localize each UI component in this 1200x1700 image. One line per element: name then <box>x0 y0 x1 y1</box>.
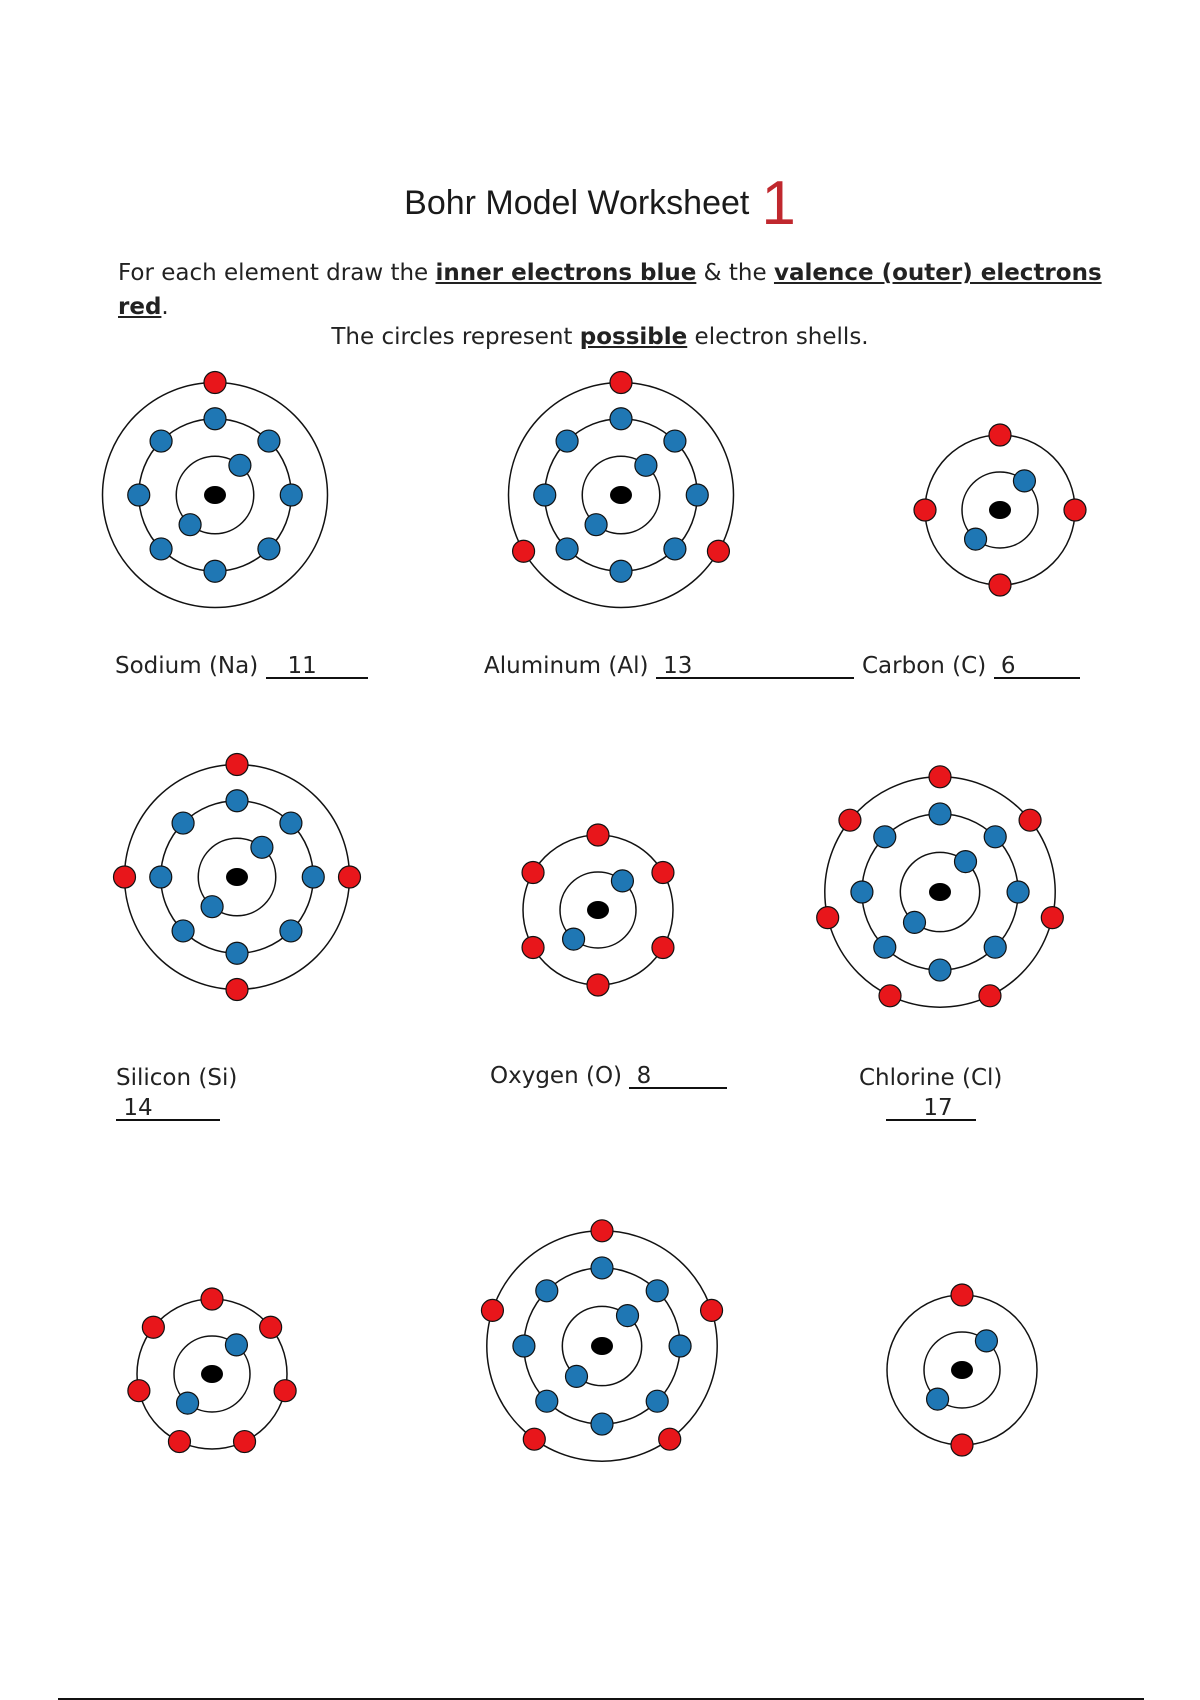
inner-electron <box>610 560 632 582</box>
element-label-aluminum: Aluminum (Al) 13 <box>484 653 854 679</box>
instr2-pre: The circles represent <box>331 324 580 350</box>
valence-electron <box>226 754 248 776</box>
valence-electron <box>701 1299 723 1321</box>
inner-electron <box>172 812 194 834</box>
nucleus <box>201 1365 223 1383</box>
atom-diagram <box>90 370 340 620</box>
valence-electron <box>201 1288 223 1310</box>
answer-blank[interactable]: 14 <box>116 1097 220 1121</box>
nucleus <box>204 486 226 504</box>
inner-electron <box>150 538 172 560</box>
inner-electron <box>927 1388 949 1410</box>
nucleus <box>591 1337 613 1355</box>
valence-electron <box>591 1220 613 1242</box>
inner-electron <box>172 920 194 942</box>
valence-electron <box>114 866 136 888</box>
inner-electron <box>150 866 172 888</box>
answer-blank[interactable]: 6 <box>994 655 1080 679</box>
inner-electron <box>556 538 578 560</box>
valence-electron <box>707 540 729 562</box>
inner-electron <box>984 936 1006 958</box>
valence-electron <box>1041 907 1063 929</box>
inner-electron <box>664 538 686 560</box>
valence-electron <box>817 907 839 929</box>
valence-electron <box>522 862 544 884</box>
nucleus <box>226 868 248 886</box>
inner-electron <box>965 528 987 550</box>
valence-electron <box>610 372 632 394</box>
inner-electron <box>903 911 925 933</box>
worksheet-number: 1 <box>761 169 796 238</box>
inner-electron <box>226 942 248 964</box>
inner-electron <box>536 1280 558 1302</box>
valence-electron <box>652 862 674 884</box>
inner-electron <box>513 1335 535 1357</box>
inner-electron <box>610 408 632 430</box>
inner-electron <box>984 826 1006 848</box>
valence-electron <box>168 1431 190 1453</box>
inner-electron <box>280 812 302 834</box>
atom-diagram <box>112 1274 312 1474</box>
answer-blank[interactable]: 8 <box>629 1065 727 1089</box>
inner-electron <box>955 851 977 873</box>
inner-electron <box>536 1390 558 1412</box>
inner-electron <box>280 484 302 506</box>
inner-electron <box>929 803 951 825</box>
element-label-sodium: Sodium (Na) 11 <box>115 653 368 679</box>
answer-blank[interactable]: 11 <box>266 655 368 679</box>
inner-electron <box>177 1392 199 1414</box>
inner-electron <box>201 896 223 918</box>
nucleus <box>951 1361 973 1379</box>
inner-electron <box>258 430 280 452</box>
valence-electron <box>128 1380 150 1402</box>
worksheet-title <box>0 168 1200 239</box>
inner-electron <box>874 936 896 958</box>
valence-electron <box>142 1316 164 1338</box>
valence-electron <box>481 1299 503 1321</box>
valence-electron <box>339 866 361 888</box>
valence-electron <box>226 979 248 1001</box>
atom-diagram <box>496 370 746 620</box>
nucleus <box>587 901 609 919</box>
inner-electron <box>851 881 873 903</box>
element-label-oxygen: Oxygen (O) 8 <box>490 1063 727 1089</box>
valence-electron <box>234 1431 256 1453</box>
inner-electron <box>591 1413 613 1435</box>
atom-diagram <box>498 810 698 1010</box>
nucleus <box>989 501 1011 519</box>
inner-electron <box>251 836 273 858</box>
inner-electron <box>128 484 150 506</box>
nucleus <box>610 486 632 504</box>
inner-electron <box>975 1330 997 1352</box>
inner-electron <box>585 514 607 536</box>
inner-electron <box>226 790 248 812</box>
atom-diagram <box>900 410 1100 610</box>
inner-electron <box>664 430 686 452</box>
valence-electron <box>587 824 609 846</box>
instr2-bold: possible <box>579 324 688 350</box>
instructions <box>118 256 1118 324</box>
inner-electron <box>646 1390 668 1412</box>
valence-electron <box>587 974 609 996</box>
valence-electron <box>1019 809 1041 831</box>
valence-electron <box>1064 499 1086 521</box>
valence-electron <box>989 574 1011 596</box>
valence-electron <box>979 985 1001 1007</box>
inner-electron <box>204 408 226 430</box>
atom-diagram <box>112 752 362 1002</box>
instructions-line2 <box>0 324 1200 350</box>
valence-electron <box>513 540 535 562</box>
atom-diagram <box>812 764 1068 1020</box>
inner-electron <box>1013 470 1035 492</box>
valence-electron <box>951 1434 973 1456</box>
inner-electron <box>565 1365 587 1387</box>
inner-electron <box>280 920 302 942</box>
inner-electron <box>563 928 585 950</box>
valence-electron <box>652 937 674 959</box>
instr-end: . <box>161 294 169 320</box>
inner-electron <box>611 870 633 892</box>
valence-electron <box>989 424 1011 446</box>
valence-electron <box>274 1380 296 1402</box>
inner-electron <box>150 430 172 452</box>
valence-electron <box>951 1284 973 1306</box>
answer-blank[interactable]: 17 <box>886 1097 976 1121</box>
inner-electron <box>556 430 578 452</box>
nucleus <box>929 883 951 901</box>
inner-electron <box>686 484 708 506</box>
inner-electron <box>534 484 556 506</box>
inner-electron <box>302 866 324 888</box>
instr2-post: electron shells. <box>687 324 869 350</box>
inner-electron <box>1007 881 1029 903</box>
instr-prefix: For each element draw the <box>118 260 436 286</box>
inner-electron <box>591 1257 613 1279</box>
valence-electron <box>879 985 901 1007</box>
inner-electron <box>874 826 896 848</box>
inner-electron <box>646 1280 668 1302</box>
valence-electron <box>523 1428 545 1450</box>
inner-electron <box>225 1334 247 1356</box>
element-label-carbon: Carbon (C) 6 <box>862 653 1080 679</box>
valence-electron <box>929 766 951 788</box>
valence-electron <box>839 809 861 831</box>
atom-diagram <box>862 1270 1062 1470</box>
element-label-silicon: Silicon (Si) 14 <box>116 1065 238 1121</box>
inner-electron <box>635 454 657 476</box>
valence-electron <box>204 372 226 394</box>
inner-electron <box>179 514 201 536</box>
inner-electron <box>929 959 951 981</box>
valence-electron <box>659 1428 681 1450</box>
title-text: Bohr Model Worksheet <box>404 184 750 222</box>
instr-valence: valence (outer) electrons red <box>118 260 1102 320</box>
inner-electron <box>258 538 280 560</box>
instr-middle: & the <box>696 260 774 286</box>
element-label-chlorine: Chlorine (Cl) 17 <box>859 1065 1003 1121</box>
instr-inner: inner electrons blue <box>435 260 697 286</box>
inner-electron <box>204 560 226 582</box>
valence-electron <box>914 499 936 521</box>
inner-electron <box>229 454 251 476</box>
valence-electron <box>260 1316 282 1338</box>
inner-electron <box>669 1335 691 1357</box>
inner-electron <box>617 1305 639 1327</box>
valence-electron <box>522 937 544 959</box>
answer-blank[interactable]: 13 <box>656 655 854 679</box>
atom-diagram <box>474 1218 730 1474</box>
